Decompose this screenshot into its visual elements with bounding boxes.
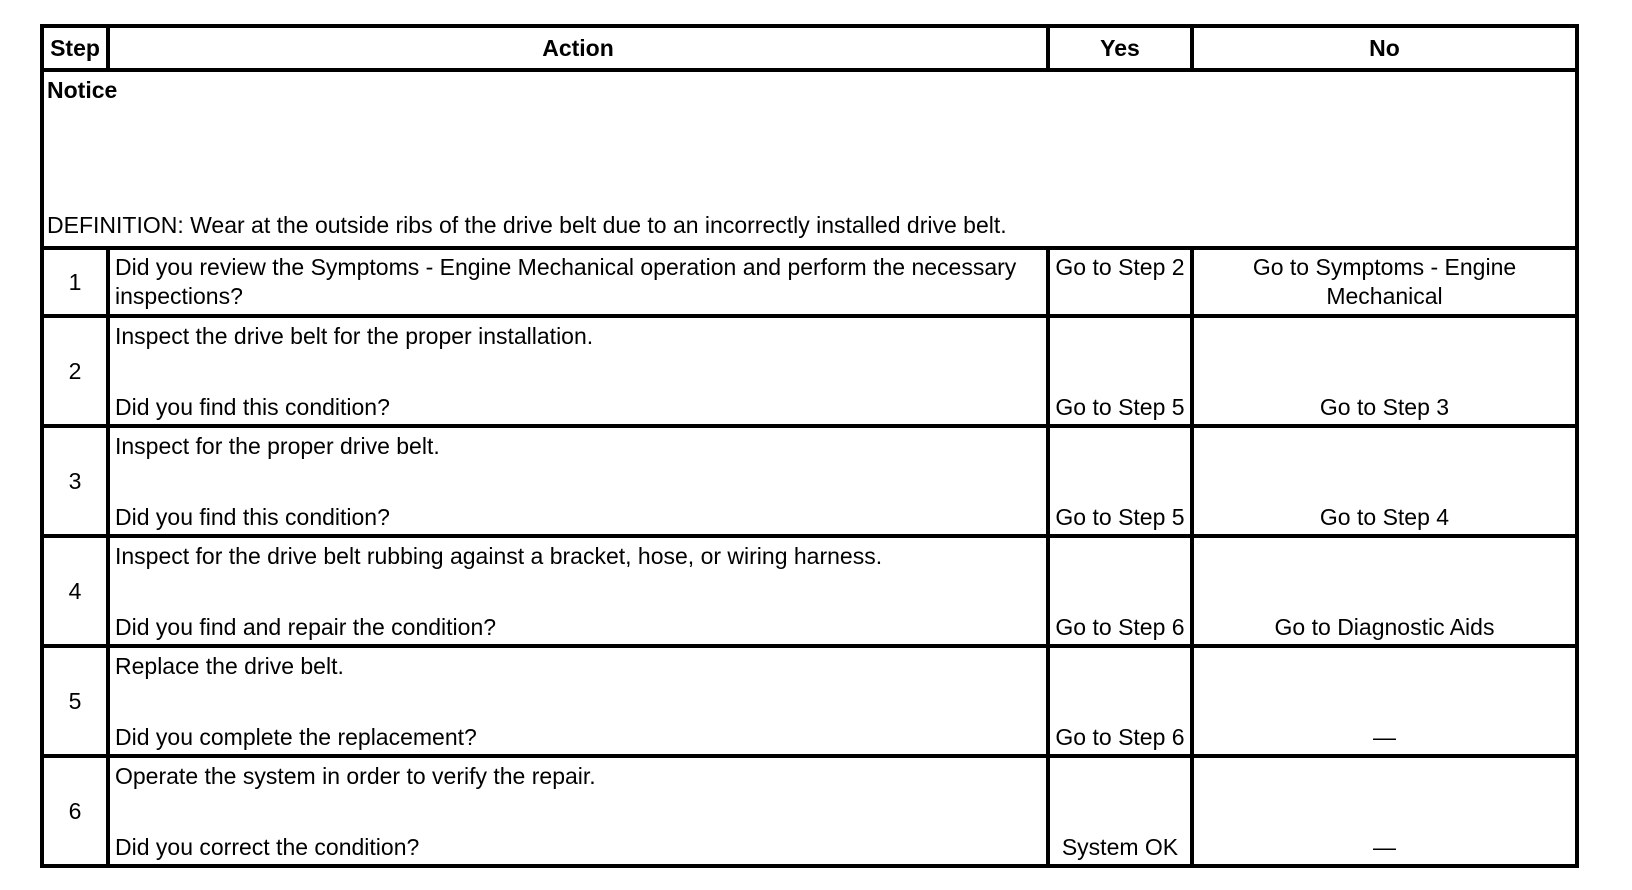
action-cell bbox=[108, 426, 1048, 536]
notice-cell bbox=[42, 70, 1577, 248]
table-row bbox=[42, 756, 1577, 866]
action-text: Did you review the Symptoms - Engine Mechanical operation and perform the necessary inspections? bbox=[115, 254, 1017, 309]
table-row bbox=[42, 646, 1577, 756]
notice-definition: DEFINITION: Wear at the outside ribs of the drive belt due to an incorrectly installed drive belt. bbox=[47, 212, 1007, 238]
action-cell bbox=[108, 646, 1048, 756]
table-row bbox=[42, 426, 1577, 536]
table-row bbox=[42, 316, 1577, 426]
no-cell: Go to Step 4 bbox=[1192, 426, 1577, 536]
action-question: Did you find this condition? bbox=[115, 394, 390, 420]
action-question: Did you find and repair the condition? bbox=[115, 614, 497, 640]
no-cell: Go to Diagnostic Aids bbox=[1192, 536, 1577, 646]
diagnostic-table bbox=[40, 24, 1579, 868]
step-number: 6 bbox=[42, 756, 108, 866]
yes-cell: System OK bbox=[1048, 756, 1192, 866]
step-number: 2 bbox=[42, 316, 108, 426]
step-number: 5 bbox=[42, 646, 108, 756]
yes-cell: Go to Step 5 bbox=[1048, 316, 1192, 426]
no-cell: — bbox=[1192, 646, 1577, 756]
yes-cell: Go to Step 6 bbox=[1048, 646, 1192, 756]
notice-title: Notice bbox=[47, 77, 118, 103]
notice-row bbox=[42, 70, 1577, 248]
action-text: Operate the system in order to verify the repair. bbox=[115, 763, 596, 789]
action-cell bbox=[108, 248, 1048, 316]
yes-cell: Go to Step 6 bbox=[1048, 536, 1192, 646]
step-number: 4 bbox=[42, 536, 108, 646]
action-question: Did you complete the replacement? bbox=[115, 724, 477, 750]
table-row bbox=[42, 248, 1577, 316]
step-number: 3 bbox=[42, 426, 108, 536]
header-no: No bbox=[1192, 26, 1577, 70]
action-cell bbox=[108, 536, 1048, 646]
action-cell bbox=[108, 756, 1048, 866]
header-row bbox=[42, 26, 1577, 70]
action-text: Inspect the drive belt for the proper installation. bbox=[115, 323, 594, 349]
header-step: Step bbox=[42, 26, 108, 70]
action-text: Inspect for the drive belt rubbing against a bracket, hose, or wiring harness. bbox=[115, 543, 883, 569]
action-text: Replace the drive belt. bbox=[115, 653, 344, 679]
no-cell: Go to Symptoms - Engine Mechanical bbox=[1192, 248, 1577, 316]
action-cell bbox=[108, 316, 1048, 426]
action-question: Did you find this condition? bbox=[115, 504, 390, 530]
header-yes: Yes bbox=[1048, 26, 1192, 70]
no-cell: — bbox=[1192, 756, 1577, 866]
yes-cell: Go to Step 5 bbox=[1048, 426, 1192, 536]
step-number: 1 bbox=[42, 248, 108, 316]
yes-cell: Go to Step 2 bbox=[1048, 248, 1192, 316]
action-text: Inspect for the proper drive belt. bbox=[115, 433, 440, 459]
header-action: Action bbox=[108, 26, 1048, 70]
no-cell: Go to Step 3 bbox=[1192, 316, 1577, 426]
action-question: Did you correct the condition? bbox=[115, 834, 420, 860]
table-row bbox=[42, 536, 1577, 646]
